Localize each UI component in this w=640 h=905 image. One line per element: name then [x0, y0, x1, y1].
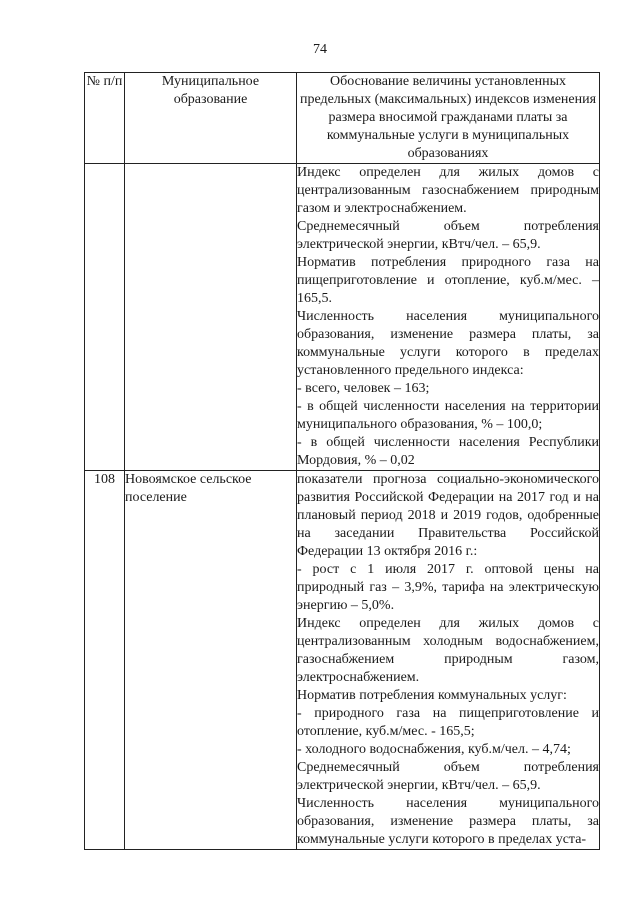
table-row — [85, 164, 600, 471]
justification-paragraph: Численность населения муниципального образования, изменение размера платы, за коммунальные услуги которого в пределах установленного предельного индекса: — [297, 309, 599, 378]
row-justification — [297, 471, 600, 850]
page-number: 74 — [313, 42, 327, 57]
justification-paragraph: - в общей численности населения на территории муниципального образования, % – 100,0; — [297, 399, 599, 432]
justification-paragraph: Среднемесячный объем потребления электрической энергии, кВтч/чел. – 65,9. — [297, 760, 599, 793]
row-justification — [297, 164, 600, 471]
justification-paragraph: - рост с 1 июля 2017 г. оптовой цены на природный газ – 3,9%, тарифа на электрическую энергию – 5,0%. — [297, 562, 599, 613]
row-number: 108 — [85, 471, 125, 850]
justification-paragraph: Среднемесячный объем потребления электрической энергии, кВтч/чел. – 65,9. — [297, 219, 599, 252]
justification-paragraph: Индекс определен для жилых домов с централизованным холодным водоснабжением, газоснабжением природным газом, электроснабжением. — [297, 616, 599, 685]
justification-paragraph: - холодного водоснабжения, куб.м/чел. – 4,74; — [297, 742, 571, 757]
row-municipality — [125, 164, 297, 471]
header-municipality: Муниципальное образование — [125, 73, 297, 164]
table-header-row — [85, 73, 600, 164]
justification-paragraph: показатели прогноза социально-экономического развития Российской Федерации на 2017 год и на плановый период 2018 и 2019 годов, одобренные на заседании Правительства Российской Федерации 13 октября 2016 г.: — [297, 472, 599, 559]
justification-paragraph: - в общей численности населения Республики Мордовия, % – 0,02 — [297, 435, 599, 468]
row-municipality: Новоямское сельское поселение — [125, 471, 297, 850]
justification-paragraph: - всего, человек – 163; — [297, 381, 430, 396]
index-justification-table — [84, 72, 600, 850]
header-number: № п/п — [85, 73, 125, 164]
header-justification: Обоснование величины установленных предельных (максимальных) индексов изменения размера вносимой гражданами платы за коммунальные услуги в муниципальных образованиях — [297, 73, 600, 164]
justification-paragraph: - природного газа на пищеприготовление и отопление, куб.м/мес. - 165,5; — [297, 706, 599, 739]
row-number — [85, 164, 125, 471]
justification-paragraph: Норматив потребления коммунальных услуг: — [297, 688, 567, 703]
justification-paragraph: Норматив потребления природного газа на пищеприготовление и отопление, куб.м/мес. – 165,5. — [297, 255, 599, 306]
justification-paragraph: Индекс определен для жилых домов с централизованным газоснабжением природным газом и электроснабжением. — [297, 165, 599, 216]
justification-paragraph: Численность населения муниципального образования, изменение размера платы, за коммунальные услуги которого в пределах уста- — [297, 796, 599, 847]
table-row — [85, 471, 600, 850]
